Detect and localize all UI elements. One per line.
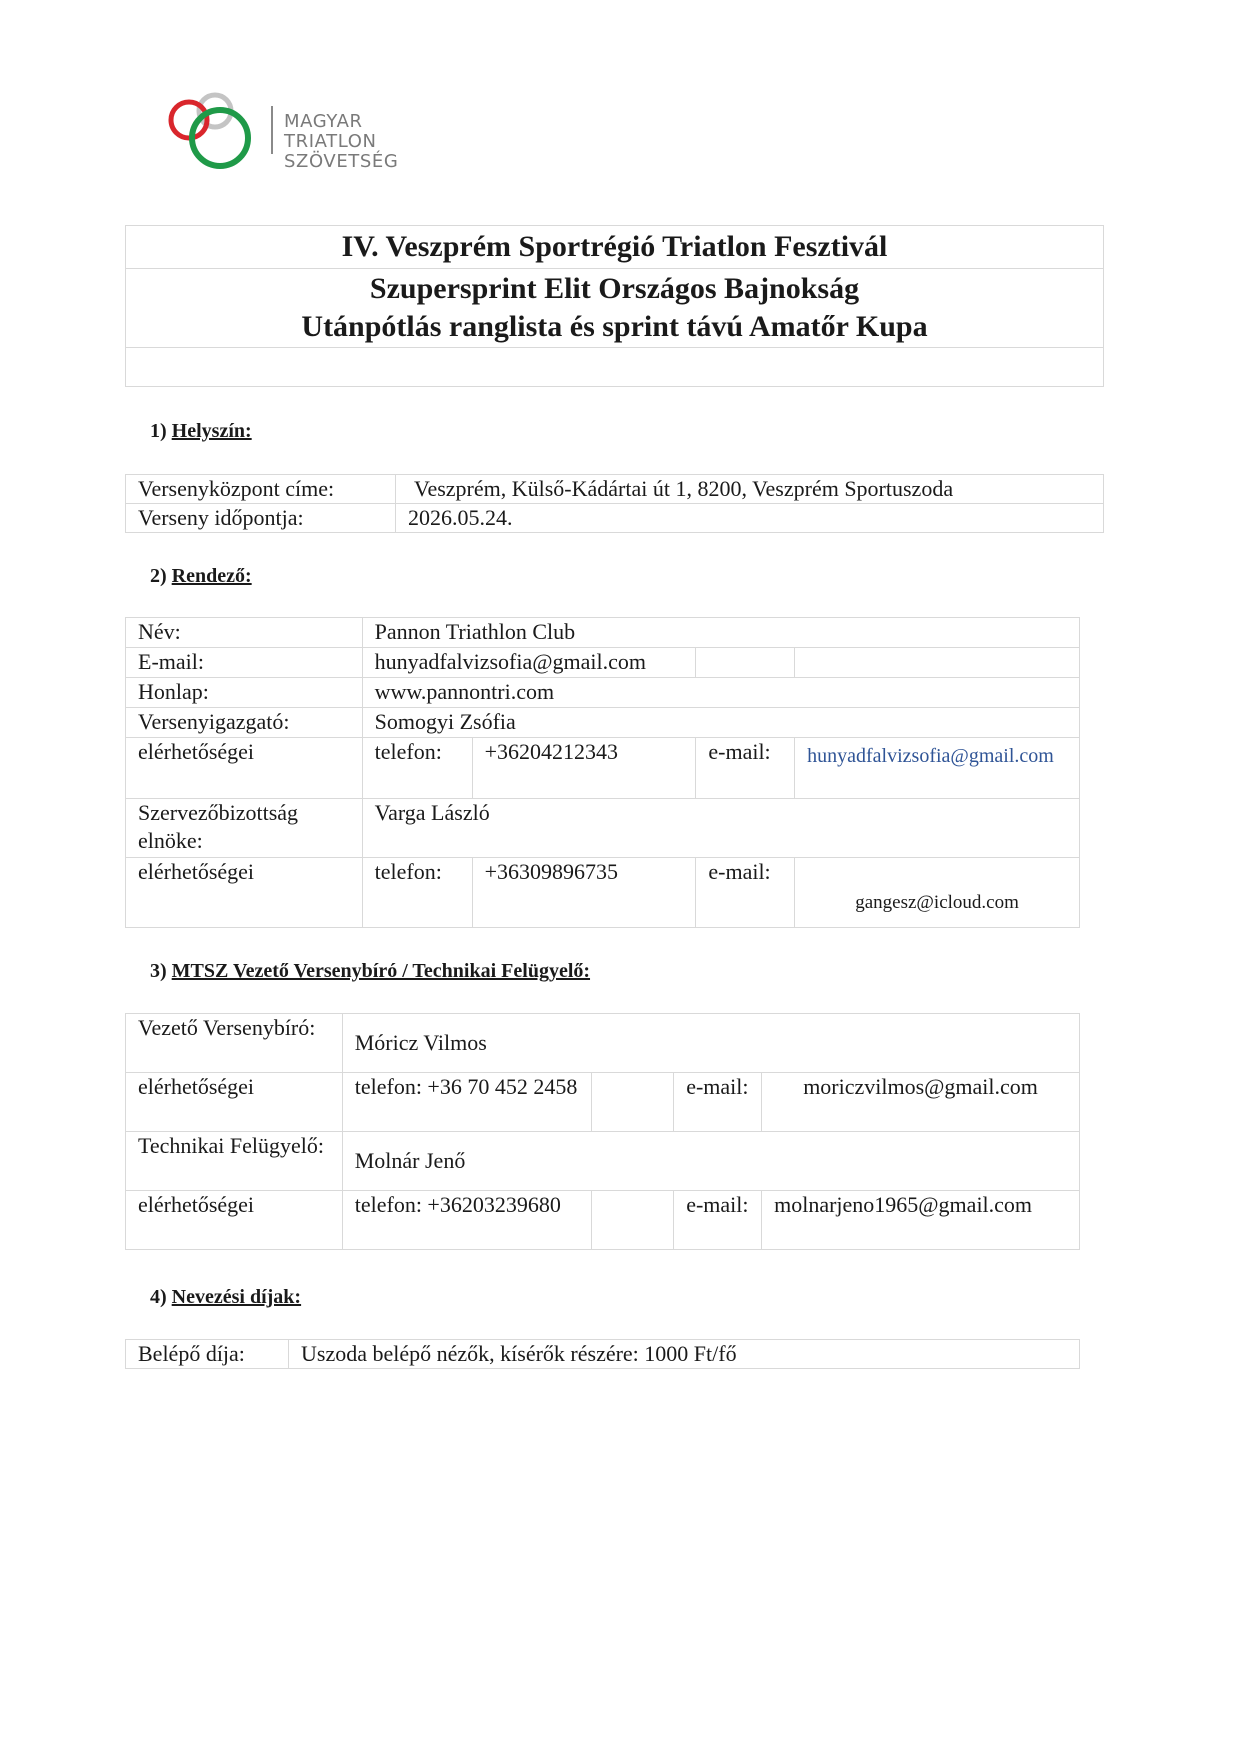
name-value: Pannon Triathlon Club [362,618,1079,648]
director-value: Somogyi Zsófia [362,708,1079,738]
section-number: 3) [150,960,167,982]
email-label: E-mail: [126,648,363,678]
date-value: 2026.05.24. [396,504,1104,533]
committee-label: Szervezőbizottság elnöke: [126,799,363,858]
director-label: Versenyigazgató: [126,708,363,738]
empty-cell [592,1191,674,1250]
contact-label: elérhetőségei [126,738,363,799]
table-row [126,1132,1080,1191]
empty-cell [795,648,1080,678]
section-heading-location [150,420,252,443]
title-divider [126,268,1103,269]
phone-label: telefon: [362,858,472,928]
organizer-table [125,617,1080,928]
address-value: Veszprém, Külső-Kádártai út 1, 8200, Veszprém Sportuszoda [396,475,1104,504]
contact-label: elérhetőségei [126,1073,343,1132]
email-value[interactable]: hunyadfalvizsofia@gmail.com [362,648,696,678]
referee-phone: telefon: +36 70 452 2458 [342,1073,592,1132]
committee-value: Varga László [362,799,1079,858]
committee-phone: +36309896735 [472,858,696,928]
table-row [126,1014,1080,1073]
table-row [126,648,1080,678]
logo [165,88,495,174]
web-value[interactable]: www.pannontri.com [362,678,1079,708]
referee-label: Vezető Versenybíró: [126,1014,343,1073]
table-row [126,504,1104,533]
logo-line2: TRIATLON SZÖVETSÉG [284,131,399,172]
title-divider [126,347,1103,348]
referee-email[interactable]: moriczvilmos@gmail.com [762,1073,1080,1132]
tech-phone: telefon: +36203239680 [342,1191,592,1250]
table-row [126,799,1080,858]
table-row [126,708,1080,738]
table-row [126,1191,1080,1250]
email-label: e-mail: [696,738,795,799]
logo-divider [271,106,273,154]
empty-cell [592,1073,674,1132]
page-title: IV. Veszprém Sportrégió Triatlon Fesztivál [341,230,888,263]
phone-label: telefon: [362,738,472,799]
title-box [125,225,1104,387]
section-label: Rendező: [171,565,252,587]
entry-label: Belépő díja: [126,1340,289,1369]
address-label: Versenyközpont címe: [126,475,396,504]
contact-label: elérhetőségei [126,1191,343,1250]
referee-value: Móricz Vilmos [342,1014,1079,1073]
entry-value: Uszoda belépő nézők, kísérők részére: 1000 Ft/fő [289,1340,1080,1369]
committee-email[interactable]: gangesz@icloud.com [795,858,1080,928]
email-label: e-mail: [696,858,795,928]
contact-label: elérhetőségei [126,858,363,928]
section-heading-organizer [150,565,252,588]
officials-table [125,1013,1080,1250]
tech-label: Technikai Felügyelő: [126,1132,343,1191]
page-subtitle: Szupersprint Elit Országos Bajnokság [369,272,860,305]
location-table [125,474,1104,533]
section-heading-officials [150,960,590,983]
table-row [126,618,1080,648]
tech-email[interactable]: molnarjeno1965@gmail.com [762,1191,1080,1250]
tech-value: Molnár Jenő [342,1132,1079,1191]
director-email[interactable]: hunyadfalvizsofia@gmail.com [795,738,1080,799]
section-number: 4) [150,1286,167,1308]
email-label: e-mail: [674,1073,762,1132]
table-row [126,678,1080,708]
section-label: Helyszín: [171,420,252,442]
table-row [126,1073,1080,1132]
table-row [126,1340,1080,1369]
section-number: 1) [150,420,167,442]
table-row [126,738,1080,799]
fees-table [125,1339,1080,1369]
director-phone: +36204212343 [472,738,696,799]
empty-cell [696,648,795,678]
section-label: MTSZ Vezető Versenybíró / Technikai Felügyelő: [171,960,591,982]
logo-line1: MAGYAR [284,111,363,132]
section-number: 2) [150,565,167,587]
name-label: Név: [126,618,363,648]
table-row [126,858,1080,928]
page-subtitle-2: Utánpótlás ranglista és sprint távú Amatőr Kupa [301,310,928,343]
table-row [126,475,1104,504]
web-label: Honlap: [126,678,363,708]
section-heading-fees [150,1286,301,1309]
date-label: Verseny időpontja: [126,504,396,533]
section-label: Nevezési díjak: [171,1286,302,1308]
email-label: e-mail: [674,1191,762,1250]
triathlon-rings-icon [165,88,255,174]
